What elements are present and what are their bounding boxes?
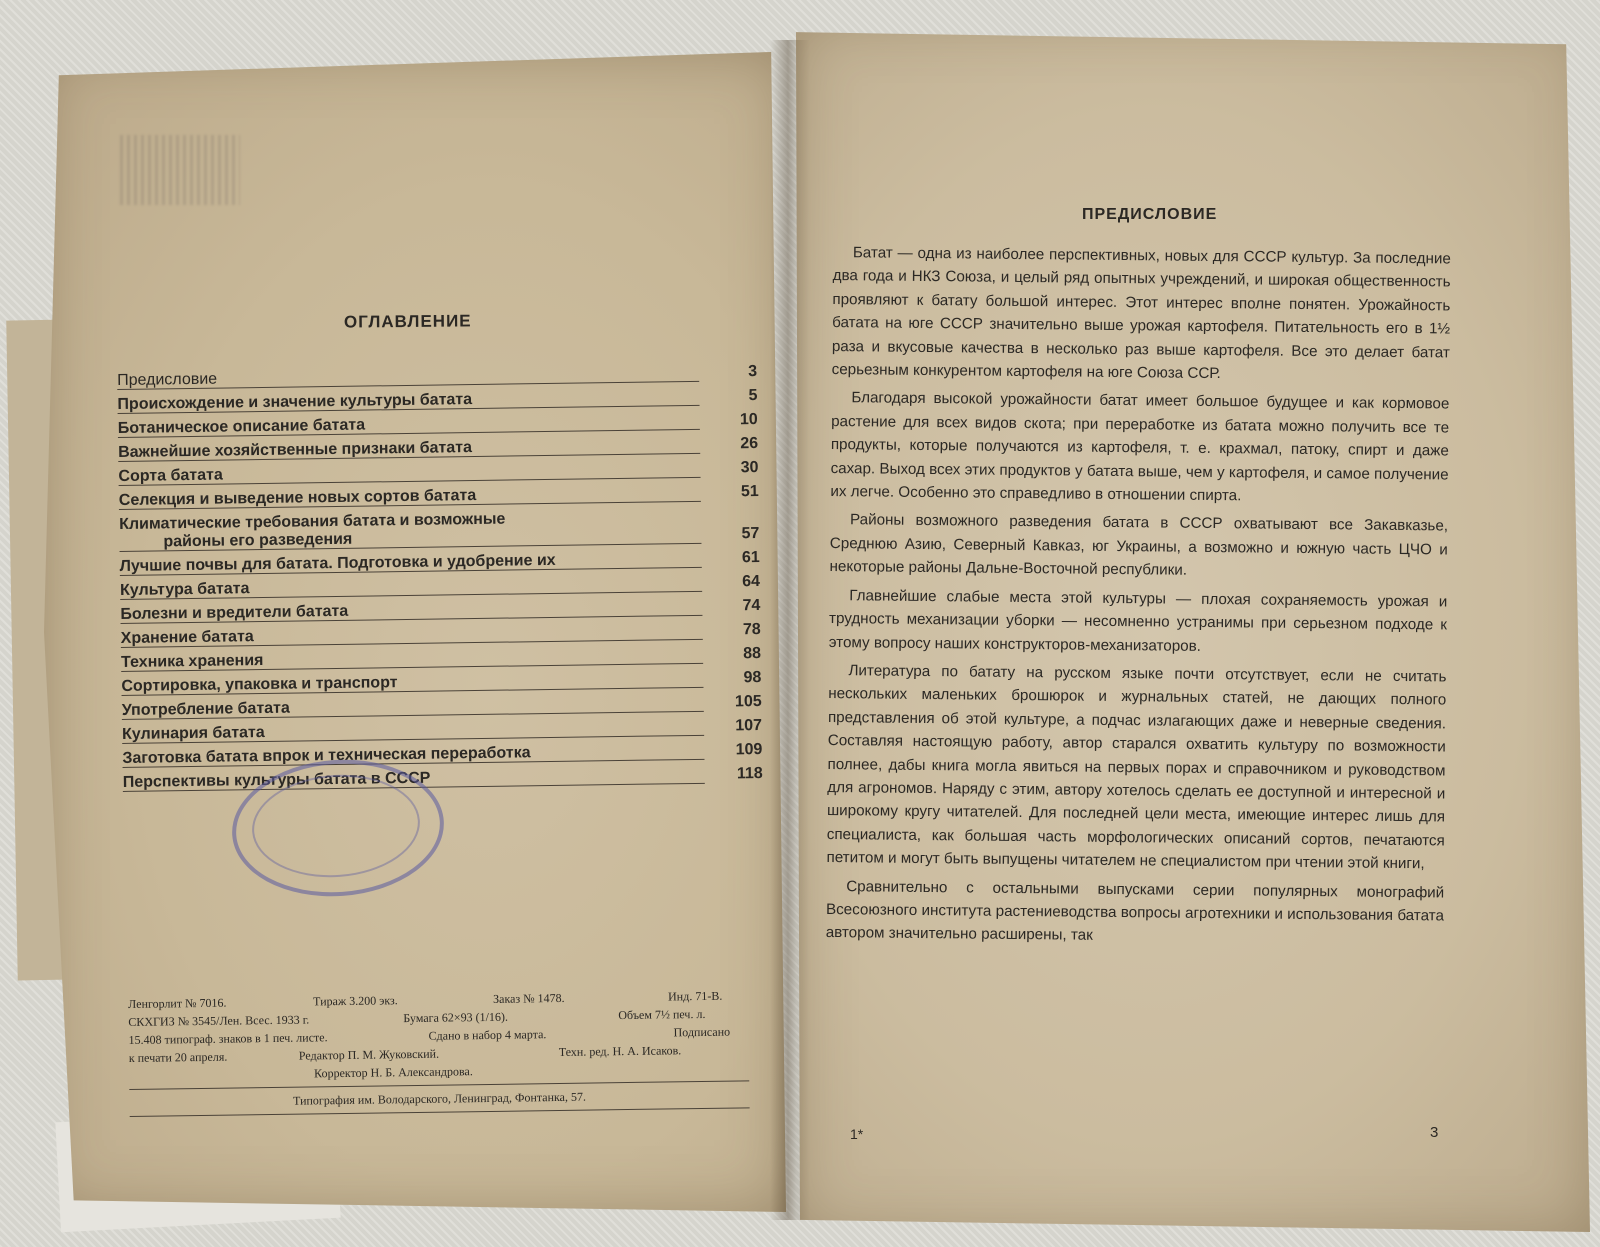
imprint-text: Сдано в набор 4 марта. — [428, 1027, 547, 1043]
toc-page-number: 10 — [739, 411, 758, 429]
preface-title: ПРЕДИСЛОВИЕ — [1082, 206, 1218, 223]
book-gutter — [770, 40, 810, 1220]
toc-page-number: 3 — [748, 363, 758, 381]
toc-page-number: 78 — [742, 621, 761, 639]
imprint-text: Техн. ред. Н. А. Исаков. — [558, 1043, 682, 1059]
imprint-text: 15.408 типограф. знаков в 1 печ. листе. — [128, 1030, 328, 1047]
imprint-text: Редактор П. М. Жуковский. — [298, 1046, 440, 1063]
page-number: 3 — [1430, 1124, 1439, 1141]
table-of-contents — [117, 361, 763, 796]
imprint-text: Корректор Н. Б. Александрова. — [314, 1064, 473, 1081]
toc-entry-title: Культура батата — [119, 580, 250, 599]
imprint-text: Бумага 62×93 (1/16). — [403, 1009, 509, 1026]
toc-entry-title: Происхождение и значение культуры батата — [117, 391, 473, 413]
toc-title-text — [119, 508, 719, 552]
preface-paragraph: Районы возможного разведения батата в СССР охватывают все Закавказье, Среднюю Азию, Северный Кавказ, юг Украины, а возможно и южную часть ЦЧО и некоторые районы Дальне-Восточной республики. — [829, 511, 1449, 580]
toc-page-number: 118 — [736, 765, 763, 783]
toc-page-number: 51 — [740, 483, 759, 501]
preface-paragraph: Благодаря высокой урожайности батат имеет большое будущее и как кормовое растение для всех видов скота; при переработке из батата можно получить все те продукты, которые получаются из картофеля, т. е. крахмал, патоку, спирт и даже сахар. Выход всех этих продуктов у батата выше, чем у картофеля, и самое получение их легче. Особенно это справедливо в отношении спирта. — [830, 389, 1450, 505]
preface-paragraph: Главнейшие слабые места этой культуры — плохая сохраняемость урожая и трудность механизации уборки — несомненно устранимы при серьезном подходе к этому вопросу наших конструкторов-механизаторов. — [828, 586, 1448, 655]
toc-page-number: 88 — [743, 645, 762, 663]
toc-page-number: 5 — [748, 387, 758, 405]
toc-entry-title: Селекция и выведение новых сортов батата — [118, 486, 477, 509]
toc-page-number: 26 — [740, 435, 759, 453]
imprint-text: Объем 7½ печ. л. — [618, 1006, 706, 1023]
toc-entry-title: Перспективы культуры батата в СССР — [122, 769, 431, 791]
toc-entry-title: Кулинария батата — [121, 723, 265, 743]
toc-page-number: 109 — [735, 741, 763, 759]
imprint-text: СКХГИЗ № 3545/Лен. Всес. 1933 г. — [128, 1012, 310, 1029]
toc-entry-title-line2: районы его разведения — [163, 530, 353, 551]
preface-paragraph: Литература по батату на русском языке почти отсутствует, если не считать нескольких маленьких брошюрок и журнальных статей, не дающих полного представления об этой культуре, а подчас излагающих даже и неверные сведения. Составляя настоящую работу, автор старался охватить культуру по возможности полнее, дабы книга могла явиться на первых порах и справочником и руководством для агрономов. Наряду с этим, автору хотелось сделать ее доступной и интересной и широкому кругу читателей. Для последней цели места, имеющие интерес лишь для специалиста, как большая часть морфологических описаний сортов, печатаются петитом и могут быть выпущены читателем не специалистом при чтении этой книги, — [826, 662, 1447, 873]
imprint-text: Инд. 71-В. — [667, 988, 723, 1004]
toc-title: ОГЛАВЛЕНИЕ — [343, 311, 472, 332]
toc-page-number: 105 — [734, 693, 762, 711]
toc-page-number: 64 — [742, 573, 761, 591]
toc-entry-title: Ботаническое описание батата — [117, 416, 366, 437]
toc-page-number: 57 — [741, 525, 760, 543]
typography-line: Типография им. Володарского, Ленинград, Фонтанка, 57. — [292, 1089, 587, 1108]
toc-entry-title: Сортировка, упаковка и транспорт — [121, 674, 398, 695]
imprint-text: Ленгорлит № 7016. — [128, 995, 227, 1011]
imprint-text: к печати 20 апреля. — [128, 1049, 228, 1065]
toc-entry-title: Сорта батата — [118, 466, 223, 485]
toc-page-number: 98 — [743, 669, 762, 687]
pencil-mark — [120, 135, 240, 205]
toc-entry-title: Предисловие — [117, 370, 218, 389]
preface-paragraph: Батат — одна из наиболее перспективных, новых для СССР культур. За последние два года и НКЗ Союза, и целый ряд опытных учреждений, и широкая общественность проявляют к батату большой интерес. Этот интерес вполне понятен. Урожайность батата на юге СССР значительно выше урожая картофеля. Питательность его в 1½ раза и вкусовые качества в несколько раз выше картофеля. Все это делает батат серьезным конкурентом картофеля на юге Союза ССР. — [831, 244, 1451, 383]
imprint-text: Заказ № 1478. — [492, 990, 565, 1006]
preface-paragraph: Сравнительно с остальными выпусками серии популярных монографий Всесоюзного института растениеводства вопросы агротехники и использования батата автором значительно расширены, так — [825, 877, 1445, 945]
toc-entry-title: Болезни и вредители батата — [120, 602, 349, 623]
signature-mark: 1* — [850, 1126, 864, 1142]
toc-entry-title: Климатические требования батата и возможные — [119, 510, 506, 533]
imprint-text: Подписано — [673, 1024, 731, 1040]
toc-entry-title: Хранение батата — [120, 628, 254, 647]
toc-entry-title: Употребление батата — [121, 699, 290, 719]
toc-page-number: 74 — [742, 597, 761, 615]
toc-entry-title: Техника хранения — [120, 651, 264, 671]
imprint-block — [128, 986, 750, 1121]
toc-page-number: 107 — [735, 717, 763, 735]
toc-entry-title: Лучшие почвы для батата. Подготовка и удобрение их — [119, 551, 556, 575]
toc-page-number: 61 — [741, 549, 760, 567]
preface-body — [826, 241, 1451, 956]
imprint-text: Тираж 3.200 экз. — [313, 993, 398, 1009]
toc-entry-title: Заготовка батата впрок и техническая переработка — [122, 744, 531, 767]
toc-entry-title: Важнейшие хозяйственные признаки батата — [118, 439, 473, 461]
toc-page-number: 30 — [740, 459, 759, 477]
